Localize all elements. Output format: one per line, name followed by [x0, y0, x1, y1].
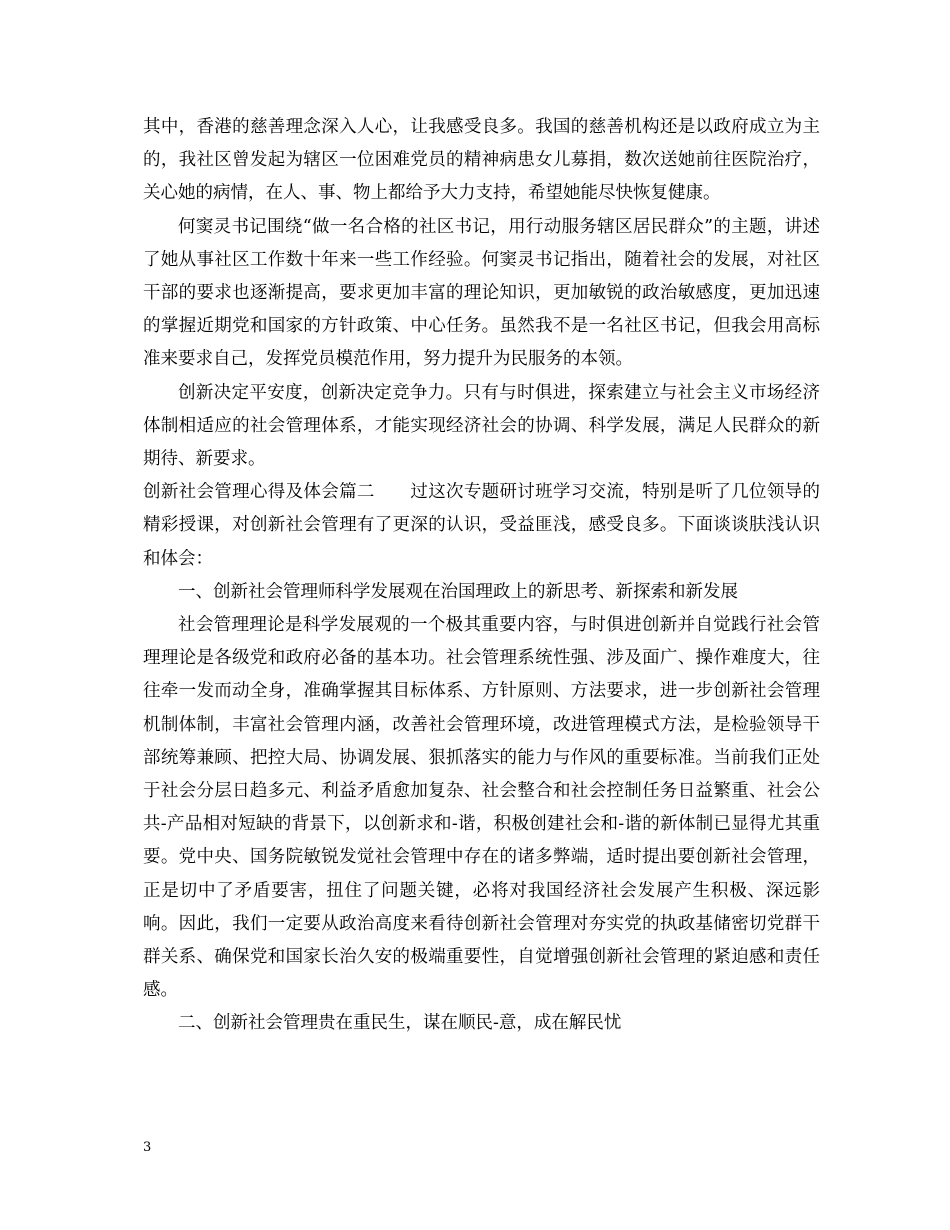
paragraph-4-section-heading: 创新社会管理心得及体会篇二 过这次专题研讨班学习交流，特别是听了几位领导的精彩授课，对创新社会管理有了更深的认识，受益匪浅，感受良多。下面谈谈肤浅认识和体会：: [143, 482, 820, 569]
paragraph-2: 何窦灵书记围绕“做一名合格的社区书记，用行动服务辖区居民群众”的主题，讲述了她从事社区工作数十年来一些工作经验。何窦灵书记指出，随着社会的发展，对社区干部的要求也逐渐提高，要求更加丰富的理论知识，更加敏锐的政治敏感度，更加迅速的掌握近期党和国家的方针政策、中心任务。虽然我不是一名社区书记，但我会用高标准来要求自己，发挥党员模范作用，努力提升为民服务的本领。: [143, 216, 820, 370]
page-number: 3: [143, 1140, 152, 1155]
paragraph-6: 社会管理理论是科学发展观的一个极其重要内容，与时俱进创新并自觉践行社会管理理论是各级党和政府必备的基本功。社会管理系统性强、涉及面广、操作难度大，往往牵一发而动全身，准确掌握其目标体系、方针原则、方法要求，进一步创新社会管理机制体制，丰富社会管理内涵，改善社会管理环境，改进管理模式方法，是检验领导干部统筹兼顾、把控大局、协调发展、狠抓落实的能力与作风的重要标准。当前我们正处于社会分层日趋多元、利益矛盾愈加复杂、社会整合和社会控制任务日益繁重、社会公共-产品相对短缺的背景下，以创新求和-谐，积极创建社会和-谐的新体制已显得尤其重要。党中央、国务院敏锐发觉社会管理中存在的诸多弊端，适时提出要创新社会管理，正是切中了矛盾要害，扭住了问题关键，必将对我国经济社会发展产生积极、深远影响。因此，我们一定要从政治高度来看待创新社会管理对夯实党的执政基储密切党群干群关系、确保党和国家长治久安的极端重要性，自觉增强创新社会管理的紧迫感和责任感。: [143, 615, 820, 1001]
paragraph-7-subheading-2: 二、创新社会管理贵在重民生，谋在顺民-意，成在解民忧: [178, 1013, 622, 1034]
paragraph-5-subheading-1: 一、创新社会管理师科学发展观在治国理政上的新思考、新探索和新发展: [178, 581, 738, 602]
paragraph-1: 其中，香港的慈善理念深入人心，让我感受良多。我国的慈善机构还是以政府成立为主的，我社区曾发起为辖区一位困难党员的精神病患女儿募捐，数次送她前往医院治疗，关心她的病情，在人、事、物上都给予大力支持，希望她能尽快恢复健康。: [143, 117, 820, 204]
paragraph-3: 创新决定平安度，创新决定竞争力。只有与时俱进，探索建立与社会主义市场经济体制相适应的社会管理体系，才能实现经济社会的协调、科学发展，满足人民群众的新期待、新要求。: [143, 382, 820, 470]
document-body: [143, 111, 820, 1041]
